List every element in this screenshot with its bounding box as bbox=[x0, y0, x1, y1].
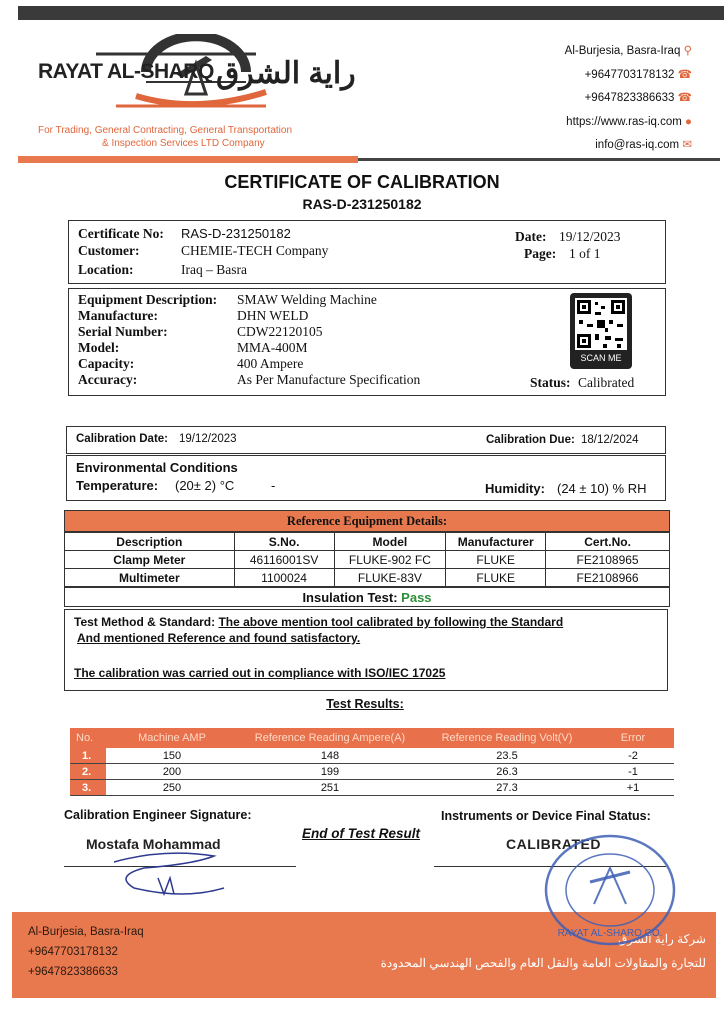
insulation-value: Pass bbox=[401, 590, 432, 605]
header-divider-orange bbox=[18, 156, 358, 163]
status-label: Status: bbox=[530, 375, 571, 390]
temperature-dash: - bbox=[271, 478, 276, 493]
company-stamp bbox=[540, 828, 680, 948]
result-cell: +1 bbox=[592, 780, 674, 796]
page-label: Page: bbox=[524, 246, 557, 261]
insulation-label: Insulation Test: bbox=[302, 590, 398, 605]
equipment-desc-value: SMAW Welding Machine bbox=[237, 292, 377, 307]
results-col-no: No. bbox=[70, 728, 106, 748]
qr-code[interactable] bbox=[570, 293, 632, 369]
scan-me-label: SCAN ME bbox=[580, 353, 622, 363]
footer-address: Al-Burjesia, Basra-Iraq bbox=[28, 926, 144, 938]
humidity-value: (24 ± 10) % RH bbox=[557, 481, 647, 496]
final-status-label: Instruments or Device Final Status: bbox=[441, 809, 651, 823]
ref-cell: 46116001SV bbox=[234, 551, 334, 569]
certificate-number-title: RAS-D-231250182 bbox=[302, 196, 422, 212]
serial-number-label: Serial Number: bbox=[78, 324, 168, 339]
ref-col-certno: Cert.No. bbox=[546, 533, 670, 551]
email-icon: ✉ bbox=[682, 139, 692, 151]
ref-cell: FE2108965 bbox=[546, 551, 670, 569]
globe-icon: ● bbox=[685, 115, 692, 128]
qr-pattern bbox=[575, 298, 627, 350]
test-method-text-1: The above mention tool calibrated by following the Standard bbox=[218, 615, 564, 629]
test-method-line-1 bbox=[74, 615, 563, 629]
ref-col-model: Model bbox=[334, 533, 446, 551]
result-cell: -1 bbox=[592, 764, 674, 780]
ref-cell: FLUKE bbox=[446, 551, 546, 569]
certificate-title: CERTIFICATE OF CALIBRATION bbox=[224, 172, 500, 192]
table-row bbox=[70, 764, 674, 780]
company-name-arabic: راية الشرق bbox=[216, 57, 356, 90]
date-value: 19/12/2023 bbox=[559, 229, 621, 244]
results-header-row bbox=[70, 728, 674, 748]
model-label: Model: bbox=[78, 340, 120, 355]
capacity-value: 400 Ampere bbox=[237, 356, 304, 371]
compliance-text: The calibration was carried out in compliance with ISO/IEC 17025 bbox=[74, 666, 446, 680]
manufacture-value: DHN WELD bbox=[237, 308, 309, 323]
environment-box bbox=[66, 455, 666, 501]
ref-col-sno: S.No. bbox=[234, 533, 334, 551]
ref-col-manufacturer: Manufacturer bbox=[446, 533, 546, 551]
insulation-test-row bbox=[64, 587, 670, 607]
result-cell: 1. bbox=[70, 748, 106, 764]
contact-block bbox=[565, 40, 692, 158]
results-col-ref-volt: Reference Reading Volt(V) bbox=[422, 728, 592, 748]
company-name: RAYAT AL-SHARQ bbox=[38, 60, 214, 83]
footer-contacts bbox=[28, 922, 144, 982]
result-cell: 250 bbox=[106, 780, 238, 796]
stamp-text: RAYAT AL-SHARQ CO. bbox=[557, 928, 663, 939]
table-row bbox=[70, 780, 674, 796]
calibration-date-value: 19/12/2023 bbox=[179, 433, 237, 445]
ref-cell: FLUKE bbox=[446, 569, 546, 587]
ref-cell: Multimeter bbox=[65, 569, 235, 587]
equipment-desc-label: Equipment Description: bbox=[78, 292, 218, 307]
results-col-machine-amp: Machine AMP bbox=[106, 728, 238, 748]
contact-email: info@ras-iq.com ✉ bbox=[595, 139, 692, 151]
test-method-label: Test Method & Standard: bbox=[74, 615, 216, 629]
ref-cell: Clamp Meter bbox=[65, 551, 235, 569]
calibration-date-box bbox=[66, 426, 666, 454]
model-value: MMA-400M bbox=[237, 340, 308, 355]
reference-header-row bbox=[65, 533, 670, 551]
result-cell: 200 bbox=[106, 764, 238, 780]
equipment-box bbox=[68, 288, 666, 396]
ref-cell: FLUKE-83V bbox=[334, 569, 446, 587]
environment-title: Environmental Conditions bbox=[76, 460, 238, 475]
manufacture-label: Manufacture: bbox=[78, 308, 158, 323]
ref-cell: FE2108966 bbox=[546, 569, 670, 587]
result-cell: 27.3 bbox=[422, 780, 592, 796]
handwritten-signature bbox=[104, 848, 240, 902]
result-cell: 199 bbox=[238, 764, 422, 780]
result-cell: 26.3 bbox=[422, 764, 592, 780]
calibration-date-label: Calibration Date: bbox=[76, 433, 169, 445]
location-icon: ⚲ bbox=[683, 45, 692, 57]
customer-value: CHEMIE-TECH Company bbox=[181, 243, 329, 258]
ref-cell: 1100024 bbox=[234, 569, 334, 587]
result-cell: 2. bbox=[70, 764, 106, 780]
calibration-due-label: Calibration Due: bbox=[486, 434, 575, 446]
result-cell: 3. bbox=[70, 780, 106, 796]
capacity-label: Capacity: bbox=[78, 356, 135, 371]
results-col-error: Error bbox=[592, 728, 674, 748]
table-row bbox=[65, 569, 670, 587]
table-row bbox=[70, 748, 674, 764]
serial-number-value: CDW22120105 bbox=[237, 324, 323, 339]
certificate-info-box bbox=[68, 220, 666, 284]
temperature-value: (20± 2) °C bbox=[175, 478, 235, 493]
test-results-table bbox=[70, 728, 674, 796]
footer-arabic-tagline: للتجارة والمقاولات العامة والنقل العام والفحص الهندسي المحدودة bbox=[380, 956, 706, 970]
contact-phone-2: +9647823386633 ☎ bbox=[584, 92, 692, 104]
ref-col-description: Description bbox=[65, 533, 235, 551]
humidity-label: Humidity: bbox=[485, 481, 545, 496]
calibration-due-value: 18/12/2024 bbox=[581, 434, 639, 446]
result-cell: 150 bbox=[106, 748, 238, 764]
result-cell: 251 bbox=[238, 780, 422, 796]
status-value: Calibrated bbox=[578, 375, 635, 390]
engineer-name: Mostafa Mohammad bbox=[86, 836, 221, 852]
cert-no-value: RAS-D-231250182 bbox=[181, 226, 291, 241]
reference-title: Reference Equipment Details: bbox=[286, 514, 448, 528]
result-cell: 23.5 bbox=[422, 748, 592, 764]
test-method-text-2: And mentioned Reference and found satisfactory. bbox=[77, 631, 361, 645]
results-col-ref-ampere: Reference Reading Ampere(A) bbox=[238, 728, 422, 748]
result-cell: -2 bbox=[592, 748, 674, 764]
phone-icon: ☎ bbox=[677, 68, 692, 81]
location-label: Location: bbox=[78, 262, 134, 277]
tagline-line-2: & Inspection Services LTD Company bbox=[102, 138, 265, 149]
end-of-test-result: End of Test Result bbox=[302, 826, 421, 841]
contact-website: https://www.ras-iq.com ● bbox=[566, 115, 692, 128]
cert-no-label: Certificate No: bbox=[78, 226, 164, 241]
test-results-title: Test Results: bbox=[326, 697, 404, 711]
header-divider-dark bbox=[358, 158, 720, 161]
top-bar bbox=[18, 6, 724, 20]
test-method-box bbox=[64, 609, 668, 691]
accuracy-label: Accuracy: bbox=[78, 372, 138, 387]
tagline-line-1: For Trading, General Contracting, General Transportation bbox=[38, 125, 293, 136]
footer-arabic-name: شركة راية الشرق bbox=[617, 932, 706, 946]
location-value: Iraq – Basra bbox=[181, 262, 247, 277]
footer-phone-1: +9647703178132 bbox=[28, 946, 118, 958]
reference-table bbox=[64, 532, 670, 587]
result-cell: 148 bbox=[238, 748, 422, 764]
temperature-label: Temperature: bbox=[76, 478, 159, 493]
table-row bbox=[65, 551, 670, 569]
contact-phone-1: +9647703178132 ☎ bbox=[584, 68, 692, 81]
ref-cell: FLUKE-902 FC bbox=[334, 551, 446, 569]
customer-label: Customer: bbox=[78, 243, 140, 258]
date-label: Date: bbox=[515, 229, 547, 244]
engineer-signature-label: Calibration Engineer Signature: bbox=[64, 808, 252, 822]
final-status-value: CALIBRATED bbox=[506, 836, 601, 852]
reference-header-bar bbox=[64, 510, 670, 532]
accuracy-value: As Per Manufacture Specification bbox=[237, 372, 421, 387]
footer-phone-2: +9647823386633 bbox=[28, 966, 118, 978]
contact-address: Al-Burjesia, Basra-Iraq ⚲ bbox=[564, 45, 692, 57]
phone-icon: ☎ bbox=[677, 92, 692, 104]
page-value: 1 of 1 bbox=[569, 246, 601, 261]
